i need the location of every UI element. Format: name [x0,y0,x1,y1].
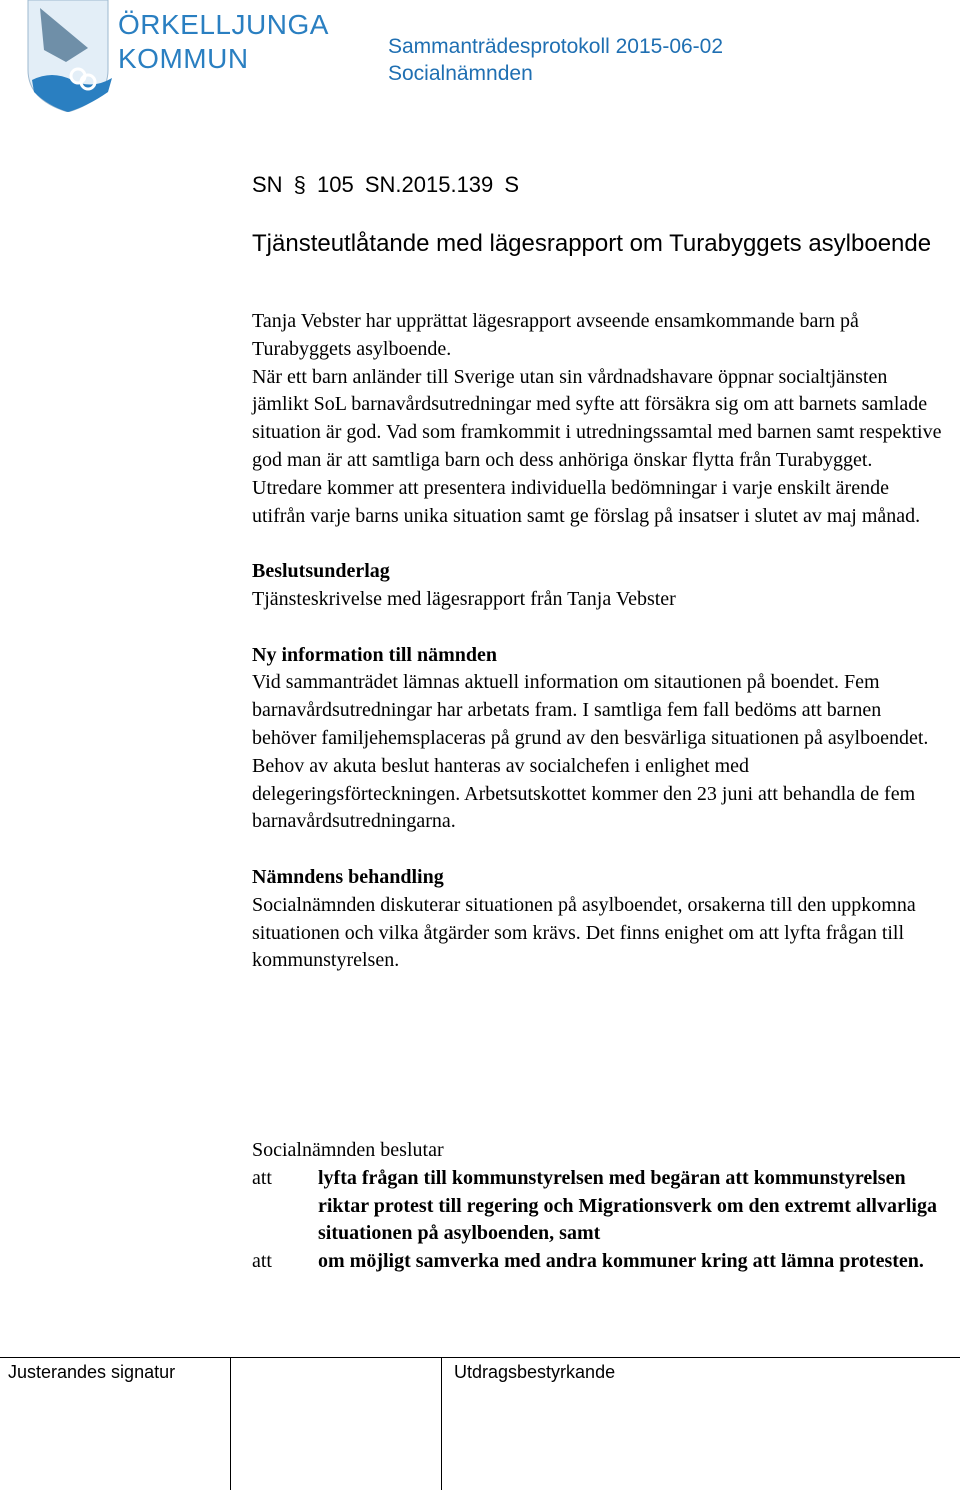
decision-item-prefix: att [252,1250,272,1273]
basis-heading: Beslutsunderlag [252,560,390,583]
footer-divider-left [230,1357,231,1490]
case-reference: SN § 105 SN.2015.139 S [252,172,520,197]
case-title: Tjänsteutlåtande med lägesrapport om Turabyggets asylboende [252,230,932,257]
decision-section [252,1137,952,1276]
new-info-heading: Ny information till nämnden [252,643,498,666]
decision-heading: Socialnämnden beslutar [252,1139,444,1161]
footer-rule [0,1357,960,1358]
logo-line-2: KOMMUN [118,43,249,74]
decision-item-prefix: att [252,1166,272,1189]
protocol-title: Sammanträdesprotokoll 2015-06-02 [388,35,724,58]
logo-line-1: ÖRKELLJUNGA [118,9,329,40]
extract-certification-label: Utdragsbestyrkande [454,1362,616,1382]
treatment-text: Socialnämnden diskuterar situationen på asylboendet, orsakerna till den uppkomna situationen och vilka åtgärder som krävs. Det finns enighet om att lyfta frågan till kommunstyrelsen. [252,893,916,972]
board-name: Socialnämnden [388,62,533,85]
municipality-logo [22,0,114,112]
decision-item-text: lyfta frågan till kommunstyrelsen med begäran att kommunstyrelsen riktar protest till regering och Migrationsverk om den extremt allvarliga situationen på asylboenden, samt [318,1166,937,1245]
basis-text: Tjänsteskrivelse med lägesrapport från Tanja Vebster [252,587,676,610]
decision-item-text: om möjligt samverka med andra kommuner kring att lämna protesten. [318,1250,924,1273]
decision-item [252,1248,952,1276]
intro-paragraph: Tanja Vebster har upprättat lägesrapport avseende ensamkommande barn på Turabyggets asylboende. [252,310,859,360]
document-body [252,308,942,975]
municipality-name [118,8,329,76]
decision-item [252,1165,952,1248]
background-paragraph: När ett barn anländer till Sverige utan sin vårdnadshavare öppnar socialtjänsten jämlikt SoL barnavårdsutredningar med syfte att försäkra sig om att barnets samlade situation är god. Vad som framkommit i utredningssamtal med barnen samt respektive god man är att samtliga barn och dess anhöriga önskar flytta från Turabygget. Utredare kommer att presentera individuella bedömningar i varje enskilt ärende utifrån varje barns unika situation samt ge förslag på insatser i slutet av maj månad. [252,365,942,527]
document-header [388,33,723,87]
signature-label: Justerandes signatur [8,1362,176,1382]
footer-divider-middle [441,1357,442,1490]
treatment-heading: Nämndens behandling [252,865,444,888]
new-info-text: Vid sammanträdet lämnas aktuell information om sitautionen på boendet. Fem barnavårdsutredningar har arbetats fram. I samtliga fem fall bedöms att barnen behöver familjehemsplaceras på grund av den besvärliga situationen på asylboendet. Behov av akuta beslut hanteras av socialchefen i enlighet med delegeringsförteckningen. Arbetsutskottet kommer den 23 juni att behandla de fem barnavårdsutredningarna. [252,671,929,833]
